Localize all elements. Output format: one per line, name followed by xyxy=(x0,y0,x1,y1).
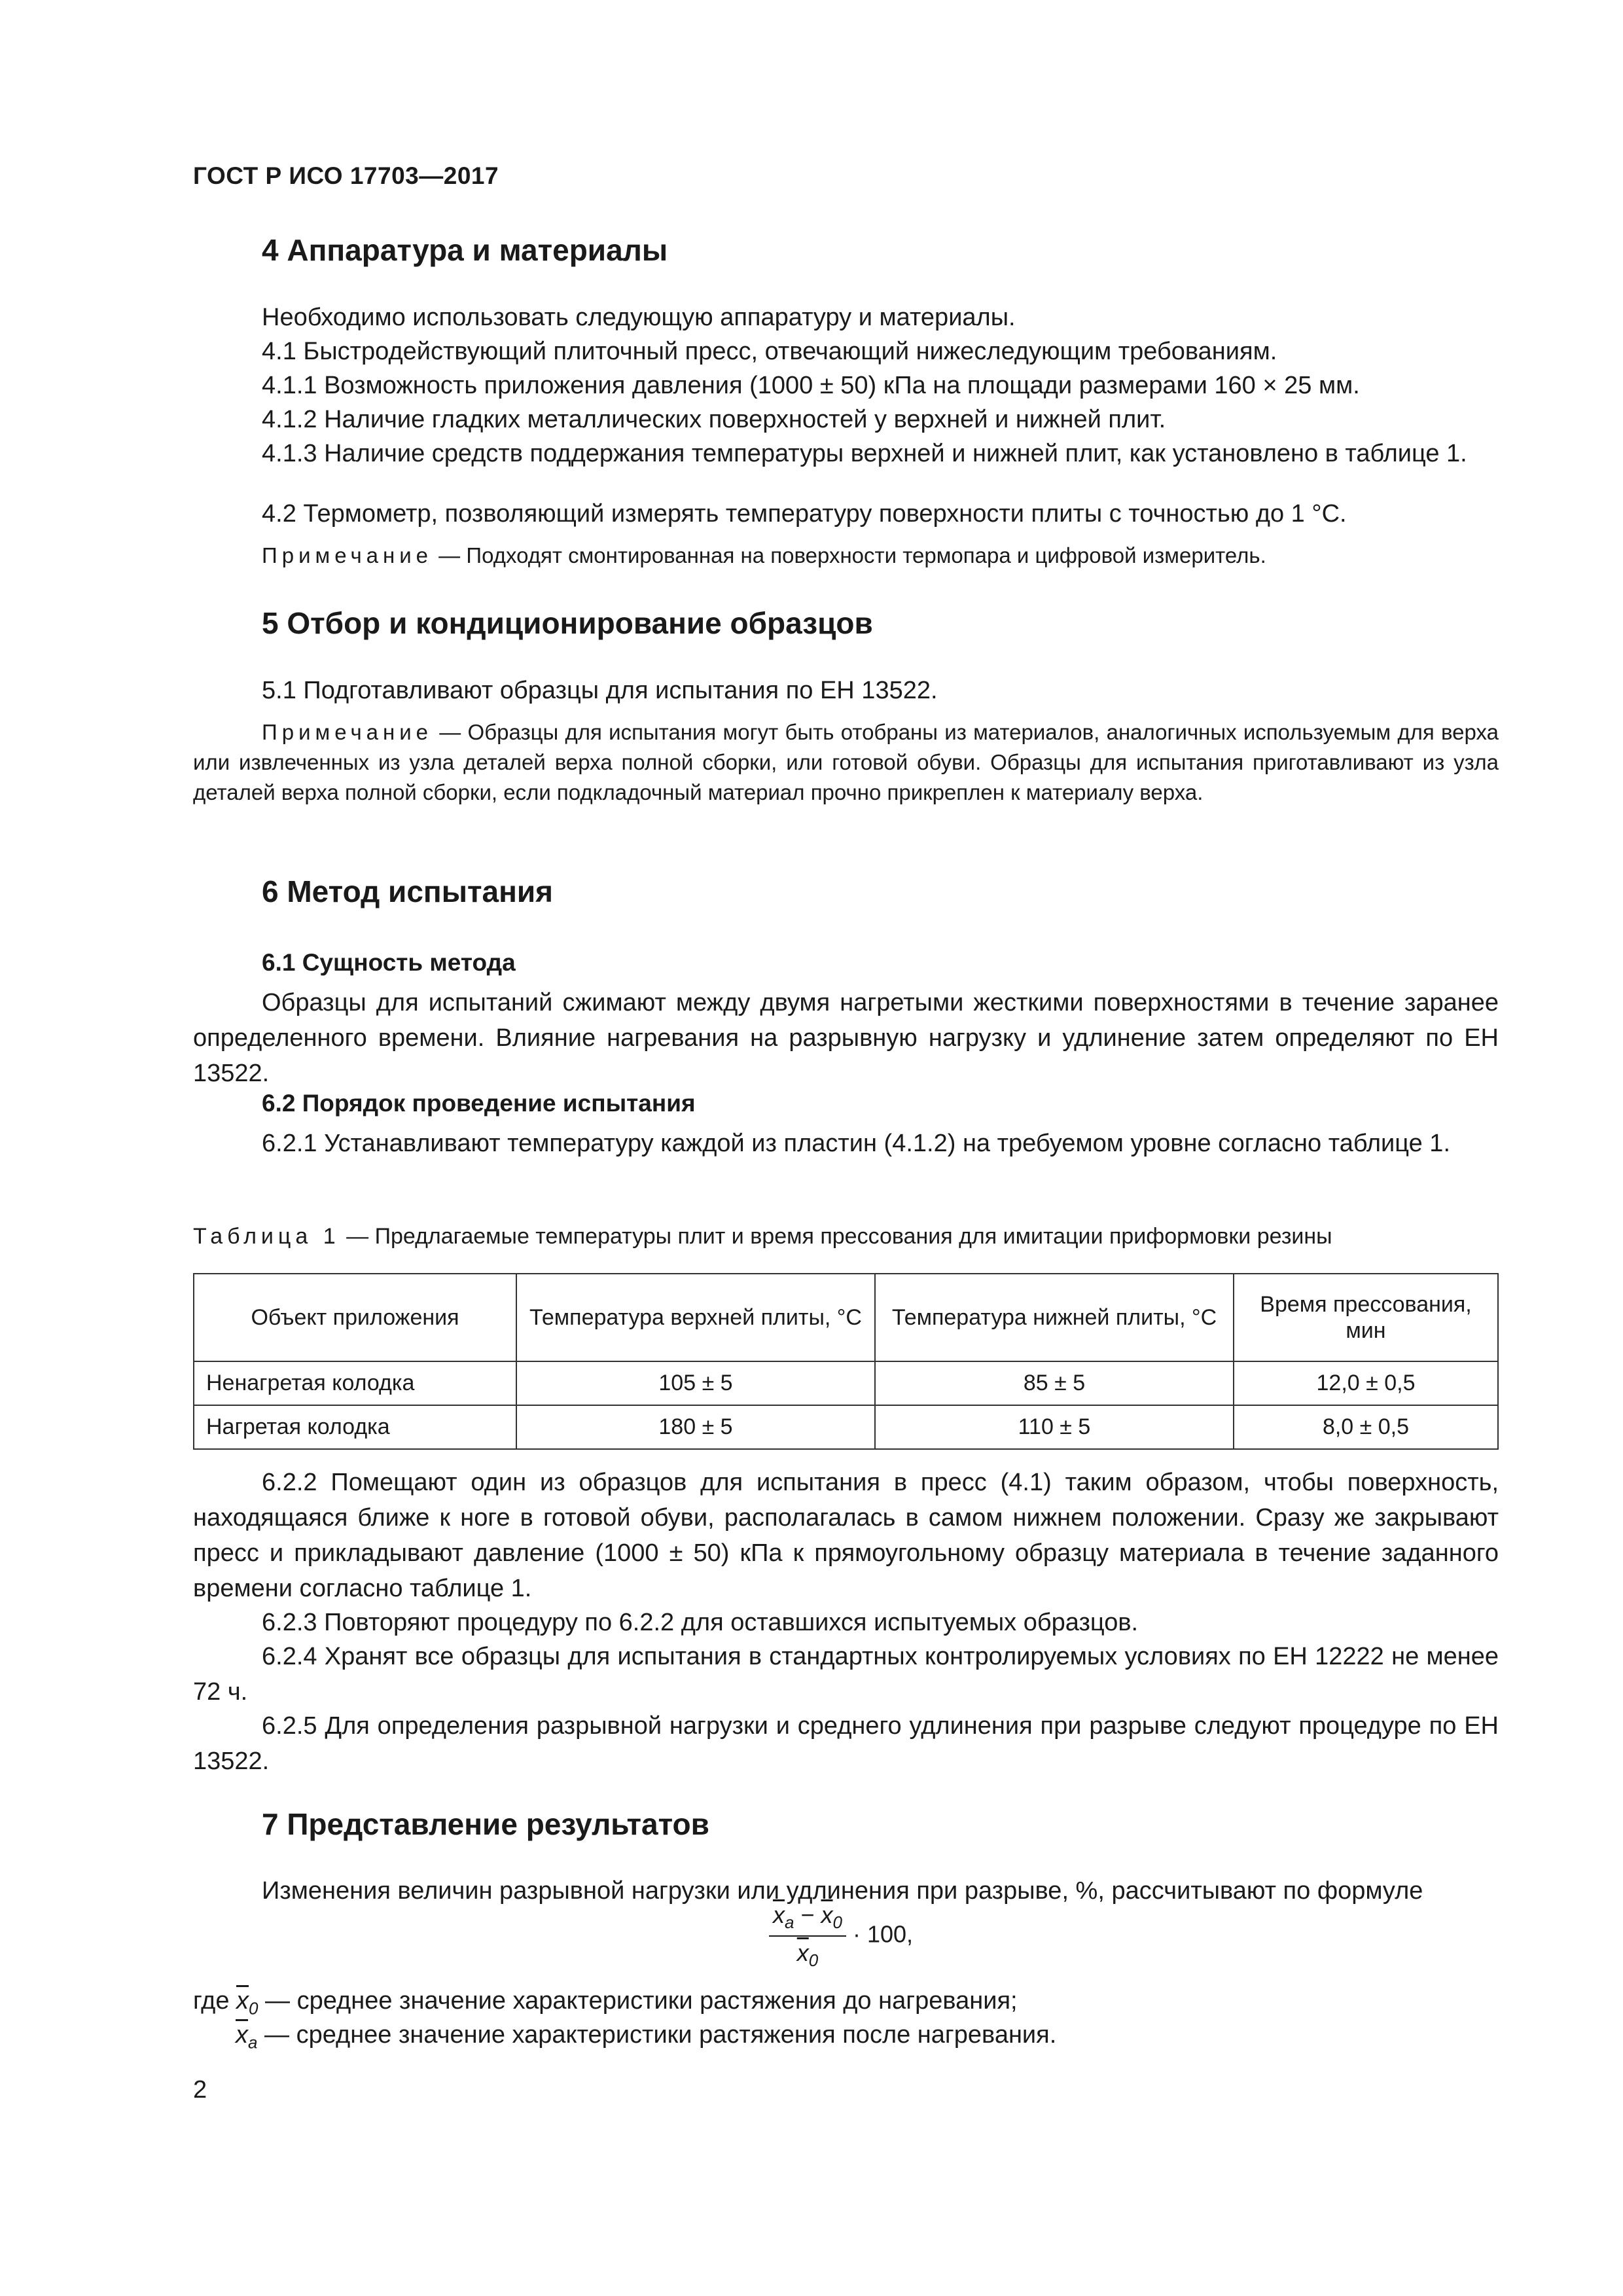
document-header: ГОСТ Р ИСО 17703—2017 xyxy=(193,162,499,189)
table-caption-text: — Предлагаемые температуры плит и время прессования для имитации приформовки резины xyxy=(340,1224,1332,1249)
table-cell: 12,0 ± 0,5 xyxy=(1234,1361,1498,1405)
para-6-2-2: 6.2.2 Помещают один из образцов для испытания в пресс (4.1) таким образом, чтобы поверхность, находящаяся ближе к ноге в готовой обуви, располагалась в самом нижнем положении. Сразу же закрывают пресс и прикладывают давление (1000 ± 50) кПа к прямоугольному образцу материала в течение заданного времени согласно таблице 1. xyxy=(193,1469,1499,1602)
section-5-title: 5 Отбор и кондиционирование образцов xyxy=(262,606,873,640)
para-4-1-3: 4.1.3 Наличие средств поддержания температуры верхней и нижней плит, как установлено в таблице 1. xyxy=(262,440,1467,467)
table-row xyxy=(194,1361,1498,1405)
table-1 xyxy=(193,1273,1499,1450)
note-text: — Подходят смонтированная на поверхности термопара и цифровой измеритель. xyxy=(433,543,1266,567)
section-4-title: 4 Аппаратура и материалы xyxy=(262,233,668,267)
formula-tail: · 100, xyxy=(846,1920,914,1948)
para-4-1-2: 4.1.2 Наличие гладких металлических поверхностей у верхней и нижней плит. xyxy=(262,406,1166,433)
table-header-row xyxy=(194,1274,1498,1361)
note-text: — Образцы для испытания могут быть отобраны из материалов, аналогичных используемым для верха или извлеченных из узла деталей верха полной сборки, или готовой обуви. Образцы для испытания приготавливают из узла деталей верха полной сборки, если подкладочный материал прочно прикреплен к материалу верха. xyxy=(193,720,1499,804)
page-number: 2 xyxy=(193,2076,207,2104)
section-4-intro: Необходимо использовать следующую аппаратуру и материалы. xyxy=(262,304,1016,331)
note-label: Примечание xyxy=(262,720,433,744)
para-6-1: Образцы для испытаний сжимают между двумя нагретыми жесткими поверхностями в течение заранее определенного времени. Влияние нагревания на разрывную нагрузку и удлинение затем определяют по ЕН 13522. xyxy=(193,989,1499,1087)
subsection-6-1-title: 6.1 Сущность метода xyxy=(262,949,516,976)
para-6-2-1: 6.2.1 Устанавливают температуру каждой из пластин (4.1.2) на требуемом уровне согласно таблице 1. xyxy=(262,1130,1451,1157)
table-cell: 85 ± 5 xyxy=(875,1361,1234,1405)
table-cell: 180 ± 5 xyxy=(516,1405,875,1449)
table-cell: 105 ± 5 xyxy=(516,1361,875,1405)
para-5-1: 5.1 Подготавливают образцы для испытания по ЕН 13522. xyxy=(262,677,938,704)
definition-x0: где $\overline{x}_0$ — среднее значение характеристики растяжения до нагревания; xyxy=(193,1987,1018,2018)
subsection-6-2-title: 6.2 Порядок проведение испытания xyxy=(262,1090,696,1117)
table-label: Таблица 1 xyxy=(193,1224,340,1249)
table-cell: 8,0 ± 0,5 xyxy=(1234,1405,1498,1449)
table-cell: Ненагретая колодка xyxy=(194,1361,516,1405)
note-section-4 xyxy=(193,541,1499,571)
para-4-1-1: 4.1.1 Возможность приложения давления (1000 ± 50) кПа на площади размерами 160 × 25 мм. xyxy=(262,372,1360,399)
definition-xa: $\overline{x}_a$ — среднее значение характеристики растяжения после нагревания. xyxy=(236,2021,1057,2053)
para-6-2-5: 6.2.5 Для определения разрывной нагрузки и среднего удлинения при разрыве следуют процедуре по ЕН 13522. xyxy=(193,1712,1499,1775)
table-cell: 110 ± 5 xyxy=(875,1405,1234,1449)
table-header-cell: Температура верхней плиты, °С xyxy=(516,1274,875,1361)
table-caption xyxy=(193,1224,1332,1249)
para-6-2-4: 6.2.4 Хранят все образцы для испытания в стандартных контролируемых условиях по ЕН 12222 не менее 72 ч. xyxy=(193,1643,1499,1706)
para-6-2-3: 6.2.3 Повторяют процедуру по 6.2.2 для оставшихся испытуемых образцов. xyxy=(262,1609,1139,1636)
para-4-2: 4.2 Термометр, позволяющий измерять температуру поверхности плиты с точностью до 1 °С. xyxy=(262,500,1347,528)
formula-fraction xyxy=(769,1901,846,1971)
table-header-cell: Объект приложения xyxy=(194,1274,516,1361)
note-label: Примечание xyxy=(262,543,433,567)
para-4-1: 4.1 Быстродействующий плиточный пресс, отвечающий нижеследующим требованиям. xyxy=(262,338,1277,365)
table-cell: Нагретая колодка xyxy=(194,1405,516,1449)
table-header-cell: Температура нижней плиты, °С xyxy=(875,1274,1234,1361)
formula xyxy=(769,1901,913,1971)
note-section-5 xyxy=(193,717,1499,808)
section-7-title: 7 Представление результатов xyxy=(262,1807,709,1841)
section-7-intro: Изменения величин разрывной нагрузки или удлинения при разрыве, %, рассчитывают по формуле xyxy=(262,1877,1423,1905)
formula-denominator: $\overline{x}_0$ xyxy=(796,1939,819,1971)
section-6-title: 6 Метод испытания xyxy=(262,874,553,908)
table-header-cell: Время прессования, мин xyxy=(1234,1274,1498,1361)
formula-numerator: $\overline{x}_a - \overline{x}_0$ xyxy=(769,1901,846,1937)
table-row xyxy=(194,1405,1498,1449)
